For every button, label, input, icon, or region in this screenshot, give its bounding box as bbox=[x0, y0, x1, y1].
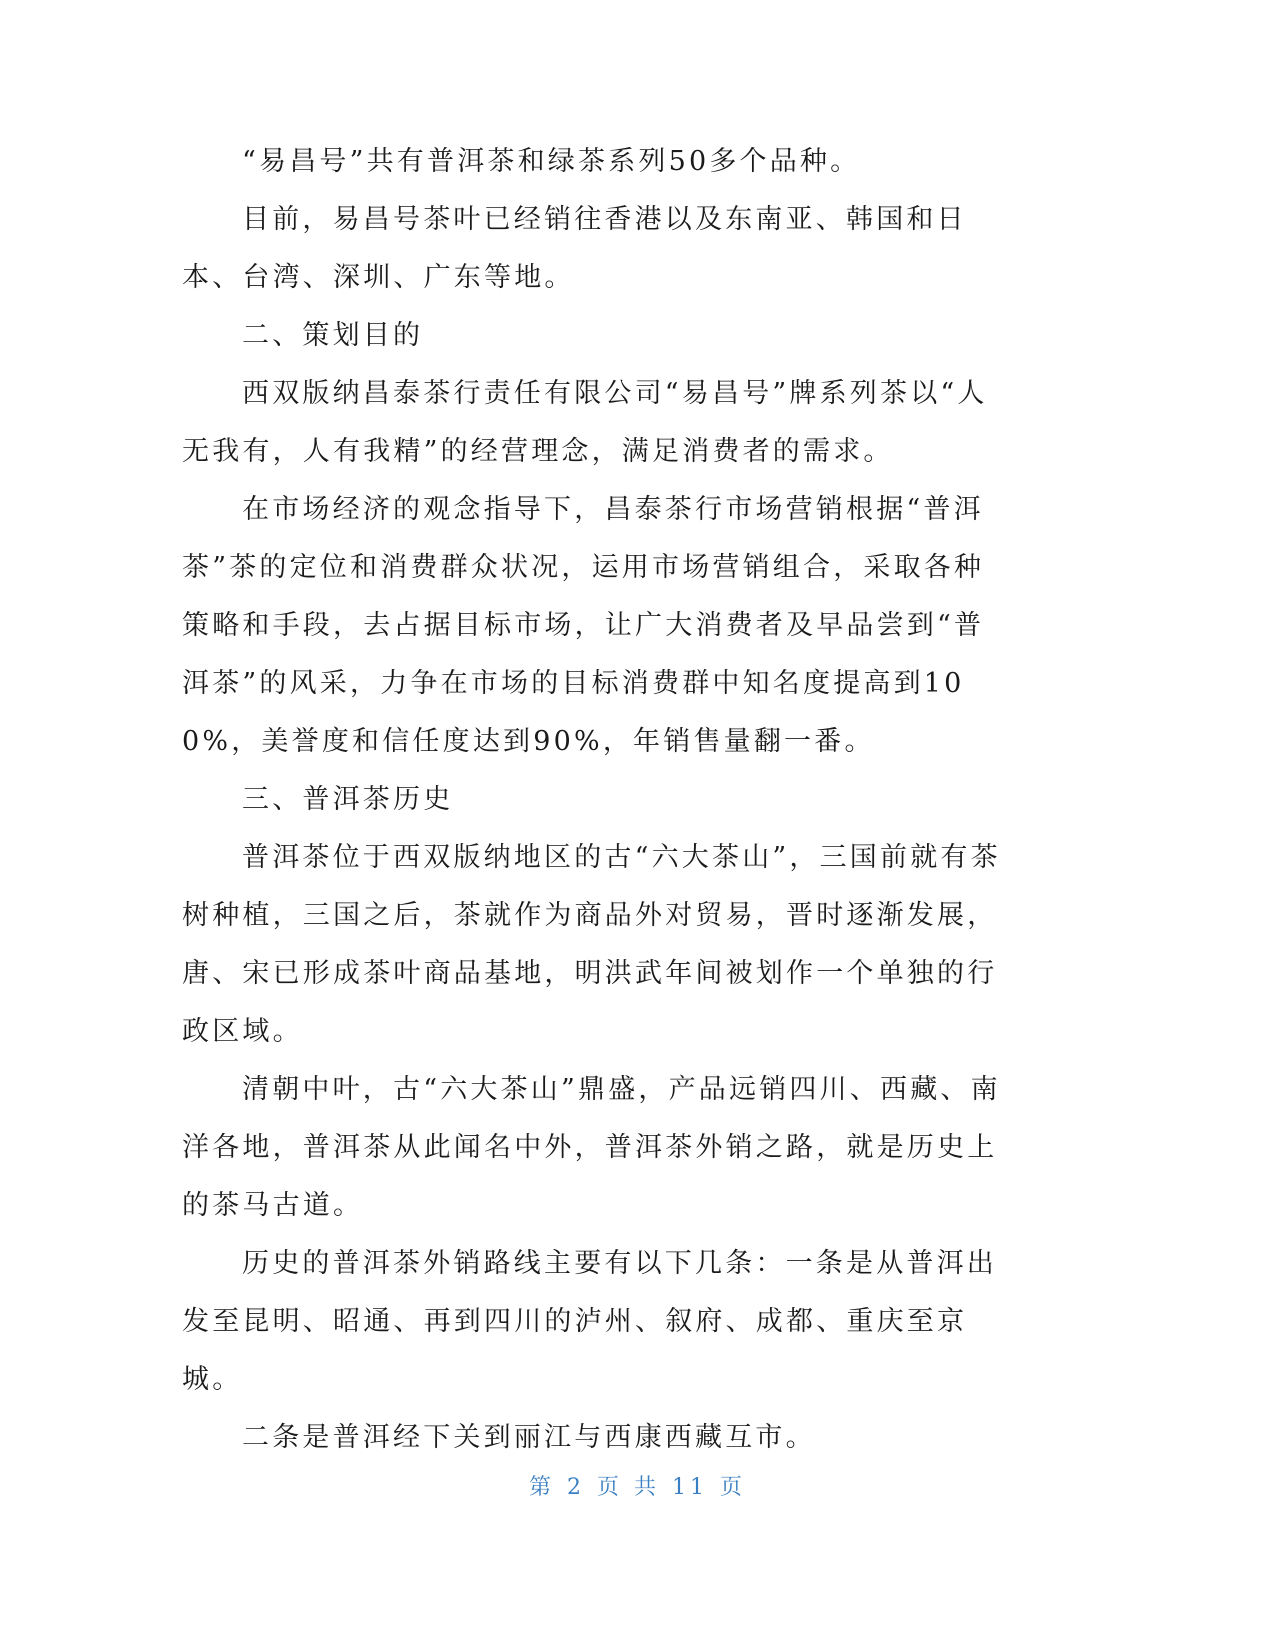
total-pages-number: 11 bbox=[672, 1475, 708, 1500]
paragraph: 历史的普洱茶外销路线主要有以下几条：一条是从普洱出发至昆明、昭通、再到四川的泸州、叙府、成都、重庆至京城。 bbox=[182, 1248, 997, 1395]
footer-label-page: 第 bbox=[528, 1475, 555, 1500]
paragraph: 西双版纳昌泰茶行责任有限公司“易昌号”牌系列茶以“人无我有，人有我精”的经营理念，满足消费者的需求。 bbox=[182, 378, 988, 467]
current-page-number: 2 bbox=[567, 1475, 585, 1500]
page-footer bbox=[0, 1470, 1275, 1501]
paragraph: 清朝中叶，古“六大茶山”鼎盛，产品远销四川、西藏、南洋各地，普洱茶从此闻名中外，普洱茶外销之路，就是历史上的茶马古道。 bbox=[182, 1074, 1001, 1221]
paragraph: 在市场经济的观念指导下，昌泰茶行市场营销根据“普洱茶”茶的定位和消费群众状况，运用市场营销组合，采取各种策略和手段，去占据目标市场，让广大消费者及早品尝到“普洱茶”的风采，力争在市场的目标消费群中知名度提高到100%，美誉度和信任度达到90%，年销售量翻一番。 bbox=[182, 494, 985, 757]
paragraph: “易昌号”共有普洱茶和绿茶系列50多个品种。 bbox=[242, 146, 861, 177]
section-heading: 二、策划目的 bbox=[242, 320, 424, 351]
document-body bbox=[182, 133, 1012, 1467]
footer-label-end: 页 bbox=[720, 1475, 747, 1500]
paragraph: 普洱茶位于西双版纳地区的古“六大茶山”，三国前就有茶树种植，三国之后，茶就作为商品外对贸易，晋时逐渐发展，唐、宋已形成茶叶商品基地，明洪武年间被划作一个单独的行政区域。 bbox=[182, 842, 1001, 1047]
paragraph: 二条是普洱经下关到丽江与西康西藏互市。 bbox=[242, 1422, 816, 1453]
footer-label-of: 页 共 bbox=[597, 1475, 660, 1500]
section-heading: 三、普洱茶历史 bbox=[242, 784, 454, 815]
paragraph: 目前，易昌号茶叶已经销往香港以及东南亚、韩国和日本、台湾、深圳、广东等地。 bbox=[182, 204, 967, 293]
